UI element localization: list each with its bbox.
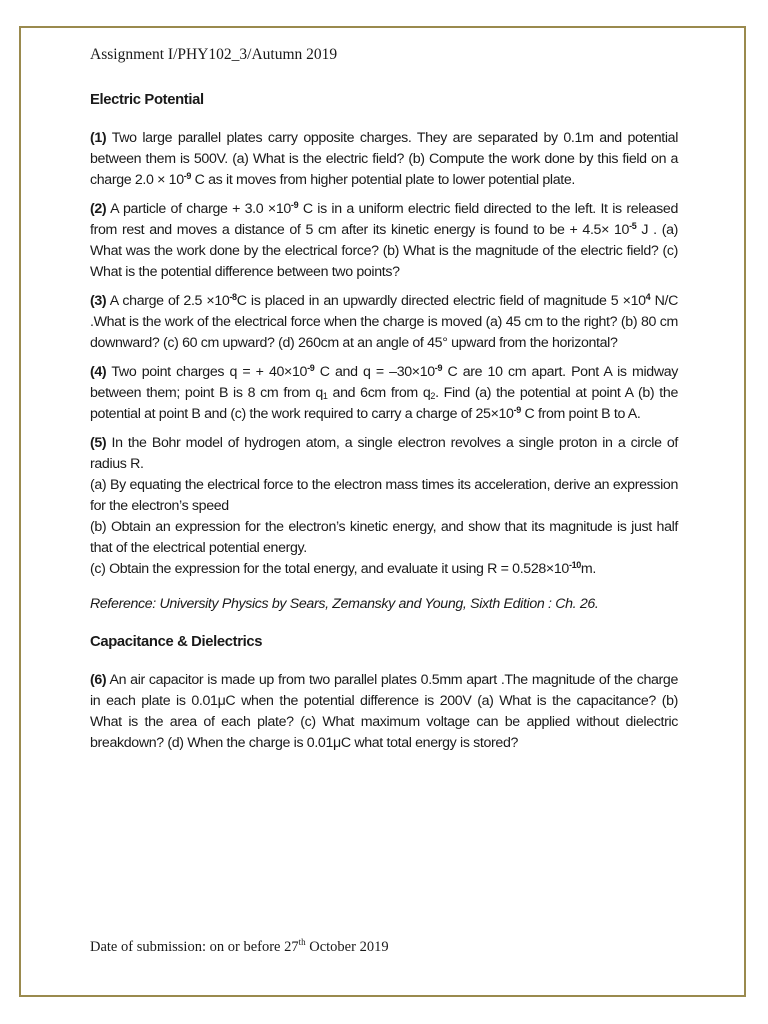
question-text: J . (a) What was the work done by the electrical force? (b) What is the magnitude of the electric field? (c) What is the potential difference between two points? <box>90 222 678 280</box>
question-text: N/C .What is the work of the electrical force when the charge is moved (a) 45 cm to the right? (b) 80 cm downward? (c) 60 cm upward? (d) 260cm at an angle of 45° upward from the horizontal? <box>90 293 678 351</box>
question-text: C is placed in an upwardly directed electric field of magnitude 5 ×10 <box>236 293 646 309</box>
question-text: C from point B to A. <box>520 406 641 422</box>
question-5 <box>90 433 678 580</box>
question-text: and 6cm from q <box>327 385 431 401</box>
question-number: (3) <box>90 293 107 309</box>
question-text: C and q = –30×10 <box>314 364 435 380</box>
submission-date <box>90 939 389 956</box>
question-text: A charge of 2.5 ×10 <box>106 293 230 309</box>
question-5-part-c <box>90 559 678 580</box>
question-text: In the Bohr model of hydrogen atom, a single electron revolves a single proton in a circle of radius R. <box>90 435 678 472</box>
question-1 <box>90 128 678 191</box>
assignment-content <box>90 44 678 762</box>
subscript: 2 <box>430 391 436 401</box>
section-title-electric-potential: Electric Potential <box>90 92 204 108</box>
question-2 <box>90 199 678 283</box>
question-text: m. <box>580 561 596 577</box>
footer-text: Date of submission: on or before 27 <box>90 939 299 955</box>
question-3 <box>90 291 678 354</box>
question-text: Two large parallel plates carry opposite charges. They are separated by 0.1m and potential between them is 500V. (a) What is the electric field? (b) Compute the work done by this field on a charge 2.0 × 10 <box>90 130 678 188</box>
subscript: 1 <box>322 391 328 401</box>
exponent: -9 <box>434 363 443 373</box>
reference-note: Reference: University Physics by Sears, Zemansky and Young, Sixth Edition : Ch. 26. <box>90 596 599 612</box>
course-header: Assignment I/PHY102_3/Autumn 2019 <box>90 46 338 63</box>
exponent: -8 <box>229 292 237 302</box>
exponent: -9 <box>307 363 315 373</box>
question-text: A particle of charge + 3.0 ×10 <box>106 201 291 217</box>
question-text: . Find (a) the potential at point A (b) the potential at point B and (c) the work required to carry a charge of 25×10 <box>90 385 678 422</box>
question-5-intro <box>90 433 678 475</box>
ordinal-suffix: th <box>298 937 306 947</box>
question-number: (5) <box>90 435 107 451</box>
exponent: -5 <box>629 221 637 231</box>
question-number: (2) <box>90 201 107 217</box>
question-number: (6) <box>90 672 107 688</box>
question-text: An air capacitor is made up from two parallel plates 0.5mm apart .The magnitude of the charge in each plate is 0.01μC when the potential difference is 200V (a) What is the capacitance? (b) What is the area of each plate? (c) What maximum voltage can be applied without dielectric breakdown? (d) When the charge is 0.01μC what total energy is stored? <box>90 672 678 751</box>
exponent: 4 <box>645 292 651 302</box>
exponent: -10 <box>568 560 581 570</box>
question-6 <box>90 670 678 754</box>
exponent: -9 <box>183 171 192 181</box>
question-text: C is in a uniform electric field directed to the left. It is released from rest and moves a distance of 5 cm after its kinetic energy is found to be + 4.5× 10 <box>90 201 678 238</box>
question-5-part-b: (b) Obtain an expression for the electron’s kinetic energy, and show that its magnitude is just half that of the electrical potential energy. <box>90 519 678 556</box>
exponent: -9 <box>290 200 299 210</box>
question-text: C as it moves from higher potential plate to lower potential plate. <box>191 172 575 188</box>
question-5-part-a: (a) By equating the electrical force to the electron mass times its acceleration, derive an expression for the electron’s speed <box>90 477 678 514</box>
section-title-capacitance: Capacitance & Dielectrics <box>90 634 263 650</box>
question-text: (c) Obtain the expression for the total energy, and evaluate it using R = 0.528×10 <box>90 561 569 577</box>
question-text: C are 10 cm apart. Pont A is midway between them; point B is 8 cm from q <box>90 364 679 401</box>
question-number: (4) <box>90 364 107 380</box>
question-text: Two point charges q = + 40×10 <box>106 364 308 380</box>
exponent: -9 <box>513 405 521 415</box>
question-number: (1) <box>90 130 107 146</box>
footer-text: October 2019 <box>305 939 389 955</box>
question-4 <box>90 362 678 425</box>
